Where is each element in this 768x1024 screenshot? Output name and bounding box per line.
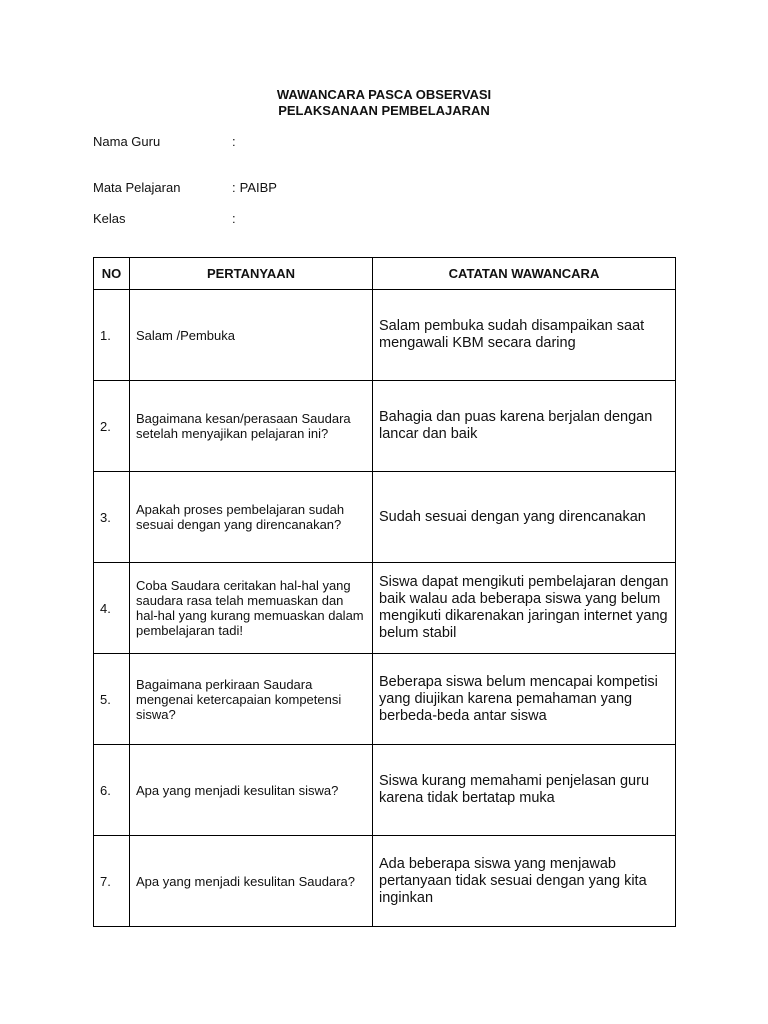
- row-question: Apa yang menjadi kesulitan Saudara?: [130, 836, 373, 927]
- field-label: Kelas: [93, 211, 126, 226]
- row-number: 4.: [94, 563, 130, 654]
- row-number: 1.: [94, 290, 130, 381]
- row-question: Coba Saudara ceritakan hal-hal yang saudara rasa telah memuaskan dan hal-hal yang kurang memuaskan dalam pembelajaran tadi!: [130, 563, 373, 654]
- field-colon: :: [232, 134, 236, 149]
- table-row: [94, 745, 676, 836]
- table-row: [94, 381, 676, 472]
- document-title-line1: WAWANCARA PASCA OBSERVASI: [276, 87, 492, 102]
- table-row: [94, 563, 676, 654]
- row-question: Salam /Pembuka: [130, 290, 373, 381]
- header-pertanyaan: PERTANYAAN: [130, 258, 373, 290]
- row-number: 6.: [94, 745, 130, 836]
- row-number: 3.: [94, 472, 130, 563]
- field-colon: :: [232, 211, 236, 226]
- row-note: Salam pembuka sudah disampaikan saat mengawali KBM secara daring: [373, 290, 676, 381]
- table-row: [94, 290, 676, 381]
- field-label: Mata Pelajaran: [93, 180, 181, 195]
- interview-table: [93, 257, 676, 927]
- row-question: Bagaimana kesan/perasaan Saudara setelah menyajikan pelajaran ini?: [130, 381, 373, 472]
- row-note: Ada beberapa siswa yang menjawab pertanyaan tidak sesuai dengan yang kita inginkan: [373, 836, 676, 927]
- header-catatan-wawancara: CATATAN WAWANCARA: [373, 258, 676, 290]
- row-note: Beberapa siswa belum mencapai kompetisi yang diujikan karena pemahaman yang berbeda-beda antar siswa: [373, 654, 676, 745]
- row-note: Siswa dapat mengikuti pembelajaran dengan baik walau ada beberapa siswa yang belum mengikuti dikarenakan jaringan internet yang belum stabil: [373, 563, 676, 654]
- row-number: 5.: [94, 654, 130, 745]
- row-number: 2.: [94, 381, 130, 472]
- document-title-line2: PELAKSANAAN PEMBELAJARAN: [278, 103, 490, 118]
- row-number: 7.: [94, 836, 130, 927]
- row-question: Apakah proses pembelajaran sudah sesuai dengan yang direncanakan?: [130, 472, 373, 563]
- row-question: Bagaimana perkiraan Saudara mengenai ketercapaian kompetensi siswa?: [130, 654, 373, 745]
- field-colon: : PAIBP: [232, 180, 277, 195]
- header-no: NO: [94, 258, 130, 290]
- row-note: Siswa kurang memahami penjelasan guru karena tidak bertatap muka: [373, 745, 676, 836]
- table-row: [94, 654, 676, 745]
- row-note: Bahagia dan puas karena berjalan dengan lancar dan baik: [373, 381, 676, 472]
- field-label: Nama Guru: [93, 134, 161, 149]
- table-row: [94, 472, 676, 563]
- row-question: Apa yang menjadi kesulitan siswa?: [130, 745, 373, 836]
- table-row: [94, 836, 676, 927]
- row-note: Sudah sesuai dengan yang direncanakan: [373, 472, 676, 563]
- table-header-row: [94, 258, 676, 290]
- field-value: PAIBP: [239, 180, 277, 195]
